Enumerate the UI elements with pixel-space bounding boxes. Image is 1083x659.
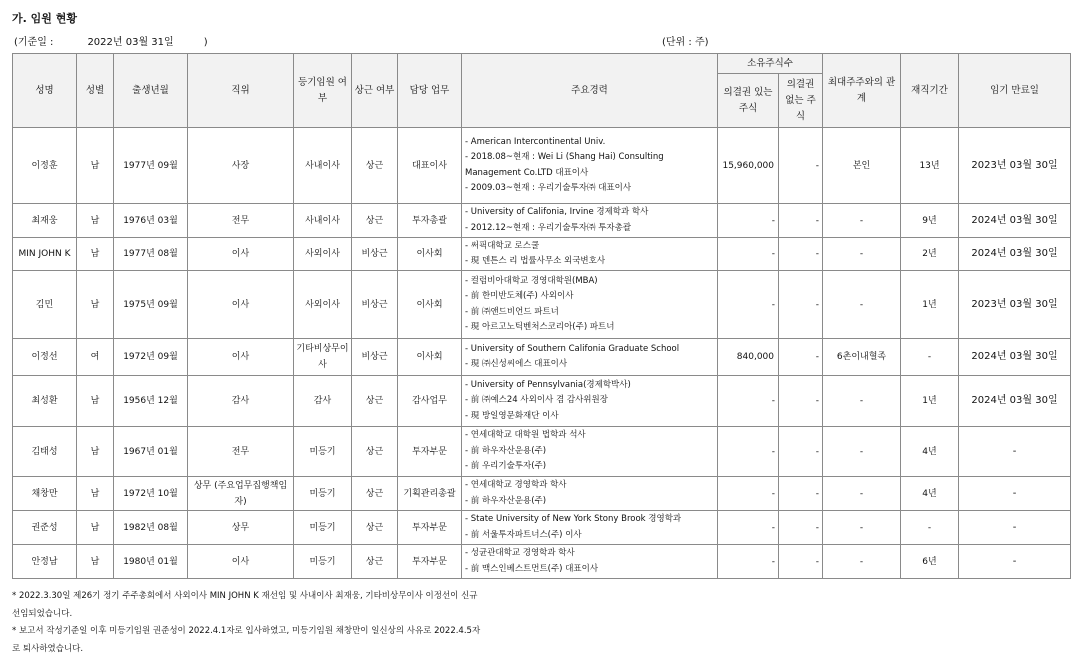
career-line: - 前 한미반도체(주) 사외이사 [465,291,574,301]
cell-gender: 남 [77,271,114,339]
cell-fulltime: 비상근 [352,238,398,271]
career-line: - 前 하우자산운용(주) [465,445,547,456]
cell-tenure: 9년 [901,204,959,238]
cell-relation: - [823,545,901,579]
table-row [13,339,1071,376]
cell-gender: 남 [77,545,114,579]
cell-fulltime: 비상근 [352,339,398,376]
section-title: 가. 임원 현황 [12,12,77,25]
header-term: 임기 만료일 [959,54,1071,128]
cell-fulltime: 상근 [352,128,398,204]
cell-voting: - [718,477,779,511]
career-line: - University of Southern Califonia Graduate School [465,343,680,354]
header-name: 성명 [13,54,77,128]
cell-birth: 1980년 01월 [114,545,188,579]
header-tenure: 재직기간 [901,54,959,128]
cell-duty: 투자부문 [398,511,462,545]
career-line: - 現 ㈜신성씨에스 대표이사 [465,359,568,369]
cell-gender: 남 [77,204,114,238]
career-line: - 2018.08~현재 : Wei Li (Shang Hai) Consulting Management Co.LTD 대표이사 [465,152,664,178]
header-birth: 출생년월 [114,54,188,128]
cell-voting: - [718,427,779,477]
cell-voting: 15,960,000 [718,128,779,204]
cell-name: 채창만 [13,477,77,511]
cell-duty: 이사회 [398,271,462,339]
cell-tenure: - [901,339,959,376]
cell-voting: - [718,376,779,427]
table-row [13,376,1071,427]
career-line: - 前 우리기술투자(주) [465,461,547,472]
cell-voting: - [718,545,779,579]
cell-career [462,477,718,511]
cell-name: MIN JOHN K [13,238,77,271]
cell-duty: 감사업무 [398,376,462,427]
cell-position: 이사 [188,271,294,339]
header-voting: 의결권 있는 주식 [718,74,779,128]
cell-registered: 사내이사 [294,204,352,238]
header-fulltime: 상근 여부 [352,54,398,128]
cell-registered: 기타비상무이사 [294,339,352,376]
footnote: * 2022.3.30일 제26기 정기 주주총회에서 사외이사 MIN JOHN K 재선임 및 사내이사 최재웅, 기타비상무이사 이정선이 신규 선임되었습니다. [12,591,478,619]
cell-registered: 미등기 [294,545,352,579]
cell-duty: 투자부문 [398,427,462,477]
cell-position: 상무 (주요업무집행책임자) [188,477,294,511]
cell-fulltime: 상근 [352,545,398,579]
cell-term: - [959,427,1071,477]
cell-duty: 기획관리총괄 [398,477,462,511]
cell-fulltime: 상근 [352,511,398,545]
cell-career [462,128,718,204]
cell-relation: - [823,376,901,427]
table-row [13,477,1071,511]
cell-birth: 1972년 10월 [114,477,188,511]
cell-registered: 사외이사 [294,271,352,339]
cell-gender: 남 [77,128,114,204]
unit-label: (단위 : 주) [662,37,709,48]
cell-term: - [959,511,1071,545]
basis-date-value: 2022년 03월 31일 [87,37,174,48]
header-career: 주요경력 [462,54,718,128]
cell-registered: 미등기 [294,477,352,511]
cell-voting: - [718,238,779,271]
table-row [13,204,1071,238]
cell-tenure: - [901,511,959,545]
career-line: - 컬럼비아대학교 경영대학원(MBA) [465,275,598,286]
cell-name: 이정훈 [13,128,77,204]
header-relation: 최대주주와의 관계 [823,54,901,128]
cell-birth: 1976년 03월 [114,204,188,238]
cell-duty: 이사회 [398,339,462,376]
cell-tenure: 4년 [901,477,959,511]
cell-birth: 1975년 09월 [114,271,188,339]
cell-birth: 1972년 09월 [114,339,188,376]
cell-term: 2024년 03월 30일 [959,238,1071,271]
cell-relation: - [823,477,901,511]
cell-duty: 대표이사 [398,128,462,204]
cell-birth: 1956년 12월 [114,376,188,427]
cell-position: 이사 [188,545,294,579]
cell-position: 전무 [188,427,294,477]
cell-relation: - [823,238,901,271]
cell-term: 2023년 03월 30일 [959,128,1071,204]
cell-name: 최재웅 [13,204,77,238]
cell-term: 2024년 03월 30일 [959,339,1071,376]
cell-position: 감사 [188,376,294,427]
cell-tenure: 13년 [901,128,959,204]
cell-duty: 투자총괄 [398,204,462,238]
cell-career [462,339,718,376]
career-line: - 2012.12~현재 : 우리기술투자㈜ 투자총괄 [465,222,632,233]
career-line: - 성균관대학교 경영학과 학사 [465,548,575,558]
executives-table [12,53,1071,579]
cell-birth: 1977년 09월 [114,128,188,204]
cell-tenure: 6년 [901,545,959,579]
cell-voting: - [718,271,779,339]
career-line: - 現 방일영문화재단 이사 [465,410,559,421]
career-line: - State University of New York Stony Brook 경영학과 [465,514,682,524]
cell-term: 2024년 03월 30일 [959,376,1071,427]
header-position: 직위 [188,54,294,128]
cell-registered: 감사 [294,376,352,427]
cell-career [462,511,718,545]
cell-registered: 미등기 [294,427,352,477]
table-row [13,128,1071,204]
cell-nonvoting: - [779,427,823,477]
cell-career [462,376,718,427]
cell-term: - [959,477,1071,511]
cell-registered: 미등기 [294,511,352,545]
cell-registered: 사외이사 [294,238,352,271]
cell-career [462,204,718,238]
cell-gender: 여 [77,339,114,376]
header-shares: 소유주식수 [718,54,823,74]
cell-birth: 1967년 01월 [114,427,188,477]
cell-fulltime: 비상근 [352,271,398,339]
cell-relation: - [823,511,901,545]
cell-career [462,238,718,271]
career-line: - 연세대학교 경영학과 학사 [465,480,567,490]
cell-name: 최성환 [13,376,77,427]
cell-term: 2023년 03월 30일 [959,271,1071,339]
cell-nonvoting: - [779,204,823,238]
career-line: - 現 아르고노틱벤처스코리아(주) 파트너 [465,322,615,332]
basis-date [14,33,208,48]
cell-nonvoting: - [779,339,823,376]
cell-fulltime: 상근 [352,427,398,477]
cell-birth: 1982년 08월 [114,511,188,545]
cell-nonvoting: - [779,271,823,339]
cell-fulltime: 상근 [352,477,398,511]
cell-name: 이정선 [13,339,77,376]
table-row [13,271,1071,339]
cell-fulltime: 상근 [352,204,398,238]
cell-nonvoting: - [779,477,823,511]
cell-position: 이사 [188,238,294,271]
cell-relation: - [823,271,901,339]
table-row [13,427,1071,477]
cell-name: 김민 [13,271,77,339]
career-line: - 2009.03~현재 : 우리기술투자㈜ 대표이사 [465,183,632,193]
career-line: - 前 ㈜예스24 사외이사 겸 감사위원장 [465,395,608,406]
cell-position: 상무 [188,511,294,545]
cell-position: 이사 [188,339,294,376]
cell-relation: - [823,204,901,238]
cell-nonvoting: - [779,376,823,427]
career-line: - 前 ㈜앤드비언드 파트너 [465,306,559,317]
cell-career [462,427,718,477]
cell-tenure: 2년 [901,238,959,271]
cell-gender: 남 [77,238,114,271]
table-row [13,545,1071,579]
cell-career [462,271,718,339]
career-line: - University of Califonia, Irvine 경제학과 학사 [465,207,649,217]
header-duty: 담당 업무 [398,54,462,128]
header-registered: 등기임원 여부 [294,54,352,128]
career-line: - 現 덴튼스 리 법률사무소 외국변호사 [465,256,606,266]
cell-name: 김태성 [13,427,77,477]
career-line: - 연세대학교 대학원 법학과 석사 [465,430,586,441]
cell-nonvoting: - [779,238,823,271]
cell-relation: 6촌이내혈족 [823,339,901,376]
career-line: - American Intercontinental Univ. [465,136,606,147]
cell-fulltime: 상근 [352,376,398,427]
cell-relation: - [823,427,901,477]
cell-tenure: 1년 [901,271,959,339]
footnote: * 보고서 작성기준일 이후 미등기임원 권준성이 2022.4.1자로 입사하였고, 미등기임원 채창만이 일신상의 사유로 2022.4.5자로 퇴사하였습니다. [12,626,481,654]
cell-term: 2024년 03월 30일 [959,204,1071,238]
header-gender: 성별 [77,54,114,128]
basis-close: ) [203,37,208,48]
career-line: - University of Pennsylvania(경제학박사) [465,379,631,390]
cell-duty: 이사회 [398,238,462,271]
cell-position: 사장 [188,128,294,204]
cell-nonvoting: - [779,128,823,204]
cell-registered: 사내이사 [294,128,352,204]
table-row [13,238,1071,271]
cell-voting: - [718,511,779,545]
table-row [13,511,1071,545]
header-nonvoting: 의결권 없는 주식 [779,74,823,128]
cell-voting: - [718,204,779,238]
cell-duty: 투자부문 [398,545,462,579]
career-line: - 前 맥스인베스트먼트(주) 대표이사 [465,563,599,574]
cell-gender: 남 [77,511,114,545]
career-line: - 써픽대학교 로스쿨 [465,240,540,251]
basis-label: (기준일 : [14,37,54,48]
cell-birth: 1977년 08월 [114,238,188,271]
cell-position: 전무 [188,204,294,238]
footnotes [12,588,482,658]
cell-name: 안정남 [13,545,77,579]
cell-tenure: 1년 [901,376,959,427]
career-line: - 前 하우자산운용(주) [465,495,547,506]
cell-name: 권준성 [13,511,77,545]
cell-term: - [959,545,1071,579]
cell-career [462,545,718,579]
cell-gender: 남 [77,477,114,511]
cell-tenure: 4년 [901,427,959,477]
cell-nonvoting: - [779,511,823,545]
cell-gender: 남 [77,427,114,477]
cell-gender: 남 [77,376,114,427]
career-line: - 前 서울투자파트너스(주) 이사 [465,529,582,540]
cell-voting: 840,000 [718,339,779,376]
cell-nonvoting: - [779,545,823,579]
cell-relation: 본인 [823,128,901,204]
